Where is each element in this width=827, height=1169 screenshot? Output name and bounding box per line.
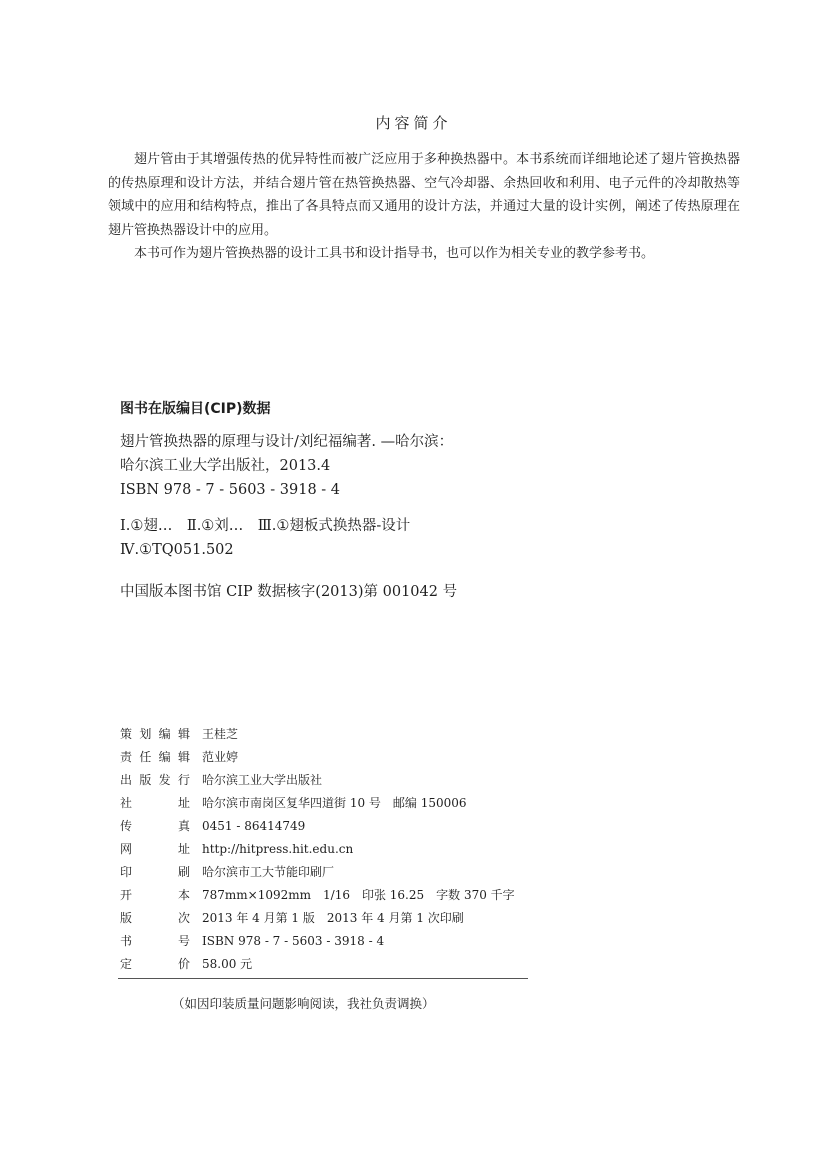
cip-classification-block xyxy=(120,514,680,562)
divider-line xyxy=(118,978,528,979)
imprint-row xyxy=(120,814,515,837)
imprint-label: 定 价 xyxy=(120,957,190,971)
imprint-value: 哈尔滨市南岗区复华四道街 10 号 邮编 150006 xyxy=(202,796,467,810)
cip-title-line: 翅片管换热器的原理与设计/刘纪福编著. —哈尔滨： xyxy=(120,434,454,450)
imprint-value: 787mm×1092mm 1/16 印张 16.25 字数 370 千字 xyxy=(202,888,515,902)
summary-paragraph: 翅片管由于其增强传热的优异特性而被广泛应用于多种换热器中。本书系统而详细地论述了翅片管换热器的传热原理和设计方法，并结合翅片管在热管换热器、空气冷却器、余热回收和利用、电子元件的冷却散热等领域中的应用和结构特点，推出了各具特点而又通用的设计方法，并通过大量的设计实例，阐述了传热原理在翅片管换热器设计中的应用。 xyxy=(108,152,740,238)
summary-paragraph: 本书可作为翅片管换热器的设计工具书和设计指导书，也可以作为相关专业的教学参考书。 xyxy=(134,246,655,261)
imprint-value: 哈尔滨市工大节能印刷厂 xyxy=(202,865,335,879)
summary-heading: 内容简介 xyxy=(375,114,452,132)
imprint-value: 2013 年 4 月第 1 版 2013 年 4 月第 1 次印刷 xyxy=(202,911,464,925)
imprint-row xyxy=(120,929,515,952)
imprint-row xyxy=(120,791,515,814)
imprint-label: 传 真 xyxy=(120,819,190,833)
cip-record-note xyxy=(120,580,680,604)
imprint-row xyxy=(120,860,515,883)
footer-note: （如因印装质量问题影响阅读，我社负责调换） xyxy=(172,996,435,1011)
imprint-row xyxy=(120,768,515,791)
imprint-row xyxy=(120,837,515,860)
cip-classification-line: Ⅰ.①翅… Ⅱ.①刘… Ⅲ.①翅板式换热器-设计 xyxy=(120,518,411,534)
cip-heading: 图书在版编目(CIP)数据 xyxy=(120,401,271,417)
cip-title-line: 哈尔滨工业大学出版社，2013.4 xyxy=(120,458,331,474)
imprint-label: 出版发行 xyxy=(120,773,190,787)
imprint-value: ISBN 978 - 7 - 5603 - 3918 - 4 xyxy=(202,933,385,948)
imprint-row xyxy=(120,745,515,768)
imprint-label: 策划编辑 xyxy=(120,727,190,741)
cip-classification-line: Ⅳ.①TQ051.502 xyxy=(120,542,234,558)
imprint-label: 开 本 xyxy=(120,888,190,902)
imprint-label: 版 次 xyxy=(120,911,190,925)
imprint-label: 社 址 xyxy=(120,796,190,810)
cip-isbn-line: ISBN 978 - 7 - 5603 - 3918 - 4 xyxy=(120,482,341,498)
imprint-label: 书 号 xyxy=(120,934,190,948)
imprint-value: 范业婷 xyxy=(202,750,239,764)
imprint-row xyxy=(120,722,515,745)
cip-record-number: 中国版本图书馆 CIP 数据核字(2013)第 001042 号 xyxy=(120,584,458,600)
summary-body xyxy=(108,148,740,266)
imprint-label: 责任编辑 xyxy=(120,750,190,764)
imprint-row xyxy=(120,952,515,975)
cip-title-block xyxy=(120,430,680,502)
imprint-value: http://hitpress.hit.edu.cn xyxy=(202,841,354,856)
imprint-value: 58.00 元 xyxy=(202,957,253,971)
imprint-row xyxy=(120,883,515,906)
imprint-label: 网 址 xyxy=(120,842,190,856)
imprint-label: 印 刷 xyxy=(120,865,190,879)
imprint-value: 王桂芝 xyxy=(202,727,239,741)
imprint-value: 0451 - 86414749 xyxy=(202,818,306,833)
imprint-row xyxy=(120,906,515,929)
imprint-value: 哈尔滨工业大学出版社 xyxy=(202,773,323,787)
imprint-table xyxy=(120,722,515,975)
